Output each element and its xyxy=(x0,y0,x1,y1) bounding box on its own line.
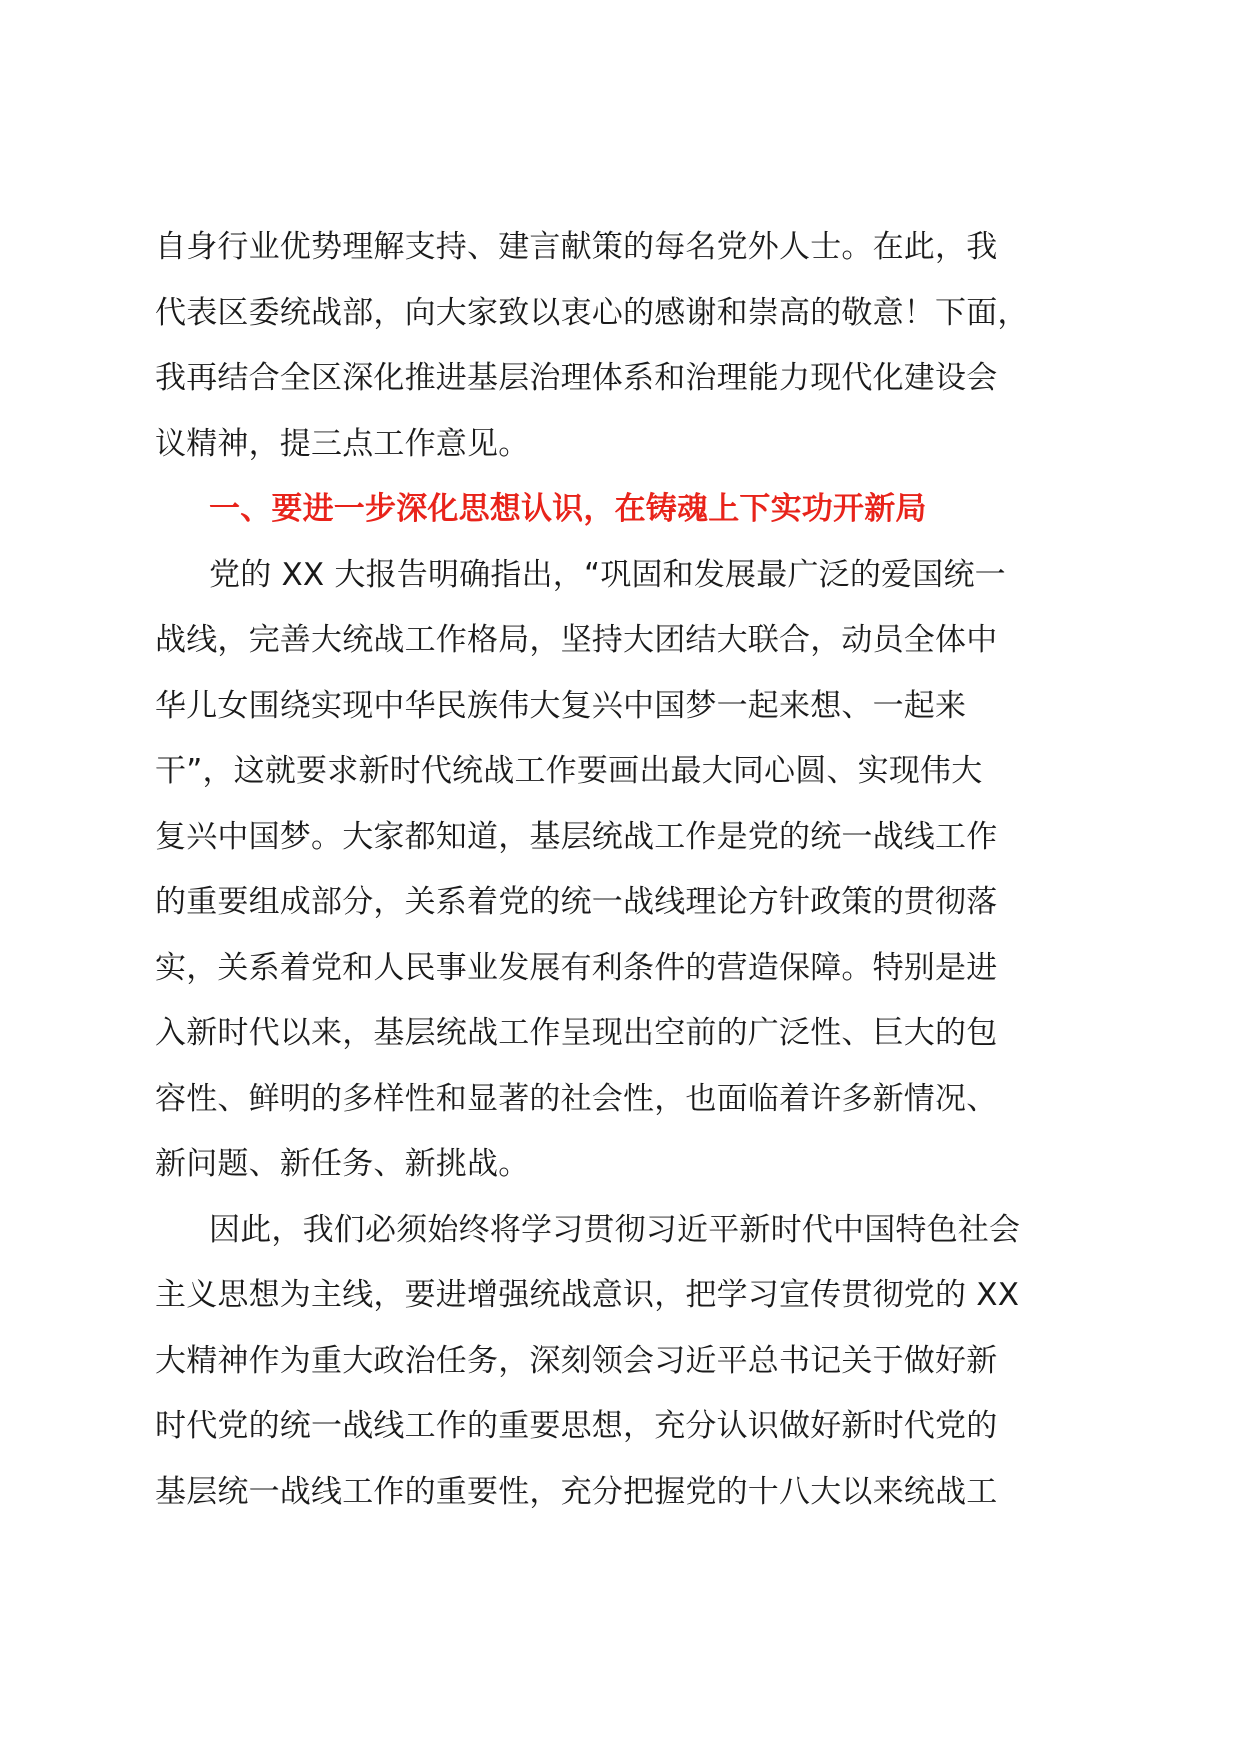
document-body xyxy=(155,215,1085,1525)
body-line: 主义思想为主线，要进增强统战意识，把学习宣传贯彻党的 XX xyxy=(155,1277,1020,1313)
body-line: 战线，完善大统战工作格局，坚持大团结大联合，动员全体中 xyxy=(155,622,998,658)
body-line: 实，关系着党和人民事业发展有利条件的营造保障。特别是进 xyxy=(155,949,998,986)
paragraph-first-line: 因此，我们必须始终将学习贯彻习近平新时代中国特色社会 xyxy=(209,1211,1021,1248)
body-line: 容性、鲜明的多样性和显著的社会性，也面临着许多新情况、 xyxy=(155,1080,998,1117)
body-line: 议精神，提三点工作意见。 xyxy=(155,425,530,462)
body-line: 干”，这就要求新时代统战工作要画出最大同心圆、实现伟大 xyxy=(155,753,983,789)
body-line: 新问题、新任务、新挑战。 xyxy=(155,1146,530,1182)
body-line: 代表区委统战部，向大家致以衷心的感谢和崇高的敬意！下面， xyxy=(155,294,1029,331)
body-line: 我再结合全区深化推进基层治理体系和治理能力现代化建设会 xyxy=(155,360,998,396)
paragraph-first-line: 党的 XX 大报告明确指出，“巩固和发展最广泛的爱国统一 xyxy=(209,556,1006,593)
body-line: 华儿女围绕实现中华民族伟大复兴中国梦一起来想、一起来 xyxy=(155,687,967,724)
body-line: 的重要组成部分，关系着党的统一战线理论方针政策的贯彻落 xyxy=(155,884,998,920)
body-line: 大精神作为重大政治任务，深刻领会习近平总书记关于做好新 xyxy=(155,1342,998,1379)
body-line: 入新时代以来，基层统战工作呈现出空前的广泛性、巨大的包 xyxy=(155,1015,998,1051)
body-line: 时代党的统一战线工作的重要思想，充分认识做好新时代党的 xyxy=(155,1408,998,1444)
section-heading: 一、要进一步深化思想认识，在铸魂上下实功开新局 xyxy=(209,491,927,527)
body-line: 复兴中国梦。大家都知道，基层统战工作是党的统一战线工作 xyxy=(155,818,998,855)
body-line: 基层统一战线工作的重要性，充分把握党的十八大以来统战工 xyxy=(155,1473,998,1510)
body-line: 自身行业优势理解支持、建言献策的每名党外人士。在此，我 xyxy=(155,229,998,265)
